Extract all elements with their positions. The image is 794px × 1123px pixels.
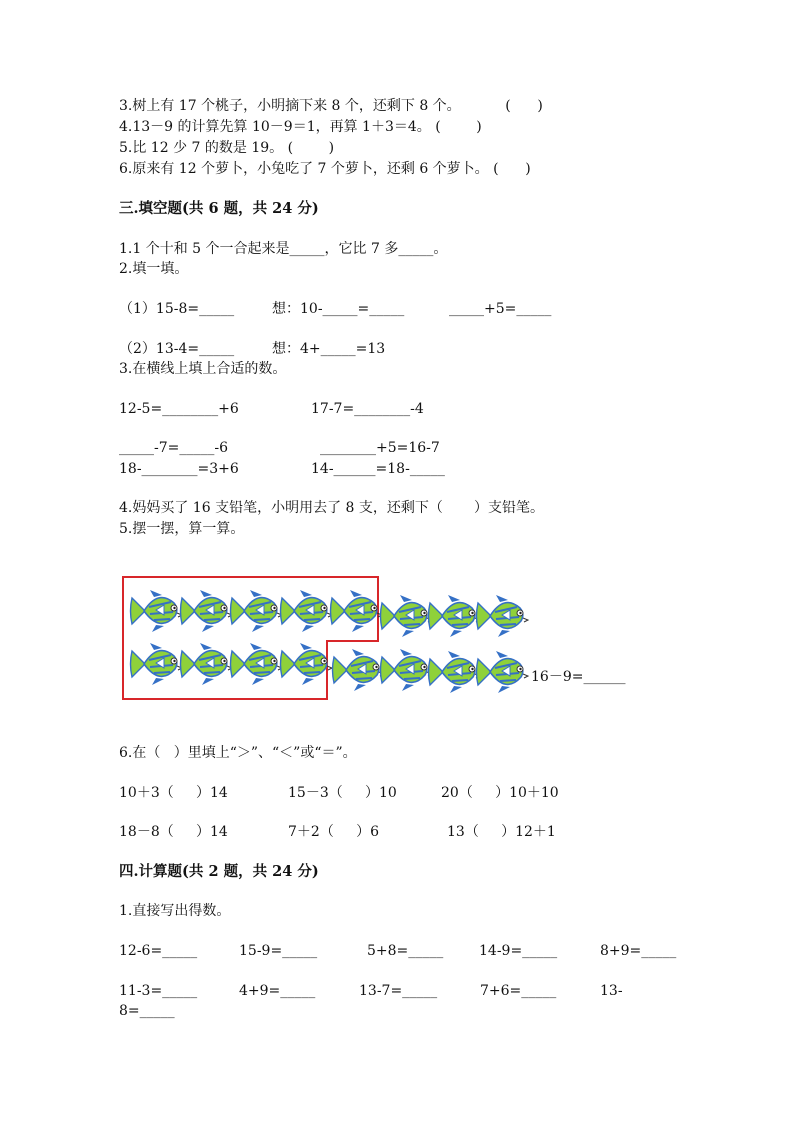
fill-q6-r1-c3: 20（ ）10＋10 [441, 785, 559, 801]
fill-q6-title: 6.在（ ）里填上“＞”、“＜”或“＝”。 [119, 745, 357, 761]
fish-icon [477, 595, 529, 637]
calc-r1-c3: 5+8=_____ [367, 943, 444, 959]
fill-q6-r1-c2: 15－3（ ）10 [288, 785, 397, 801]
fish-icon [333, 649, 385, 691]
calc-r3-c1: 8=_____ [119, 1003, 175, 1019]
fill-q6-r2-c1: 18－8（ ）14 [119, 824, 228, 840]
fish-icon [131, 643, 183, 685]
calc-r2-c3: 13-7=_____ [359, 983, 438, 999]
fish-icon [281, 590, 333, 632]
fill-q6-r2-c2: 7＋2（ ）6 [288, 824, 379, 840]
fill-q2-r2-c1: （2）13-4=_____ [119, 341, 235, 357]
fish-equation: 16－9=______ [531, 669, 626, 685]
fish-icon [231, 643, 283, 685]
fill-q6-r1-c1: 10＋3（ ）14 [119, 785, 228, 801]
fish-icon [181, 643, 233, 685]
calc-q1-title: 1.直接写出得数。 [119, 903, 231, 919]
fish-icon [429, 651, 481, 693]
fish-icon [381, 595, 433, 637]
fill-q1: 1.1 个十和 5 个一合起来是_____，它比 7 多_____。 [119, 241, 448, 257]
fill-q2-r1-c3: _____+5=_____ [449, 301, 552, 317]
fill-q3-r2-c2: ________+5=16-7 [320, 440, 440, 456]
fill-q4: 4.妈妈买了 16 支铅笔，小明用去了 8 支，还剩下（ ）支铅笔。 [119, 500, 545, 516]
fish-icon [477, 651, 529, 693]
fish-icon [429, 595, 481, 637]
calc-r2-c4: 7+6=_____ [480, 983, 557, 999]
judge-q3: 3.树上有 17 个桃子，小明摘下来 8 个，还剩下 8 个。 ( ) [119, 98, 543, 114]
calc-r2-c2: 4+9=_____ [239, 983, 316, 999]
fish-icon [231, 590, 283, 632]
judge-q6: 6.原来有 12 个萝卜，小兔吃了 7 个萝卜，还剩 6 个萝卜。 ( ) [119, 161, 531, 177]
section-calc-title: 四.计算题(共 2 题，共 24 分) [119, 863, 319, 880]
fish-icon [331, 590, 383, 632]
judge-q4: 4.13－9 的计算先算 10－9＝1，再算 1＋3＝4。 ( ) [119, 119, 482, 135]
fill-q2-r1-c1: （1）15-8=_____ [119, 301, 235, 317]
fish-icon [181, 590, 233, 632]
fill-q3-r3-c2: 14-______=18-_____ [311, 461, 445, 477]
calc-r1-c5: 8+9=_____ [600, 943, 677, 959]
calc-r2-c5: 13- [600, 983, 623, 999]
calc-r1-c4: 14-9=_____ [479, 943, 558, 959]
calc-r1-c2: 15-9=_____ [239, 943, 318, 959]
fill-q2-r2-c2: 想：4+_____=13 [272, 341, 386, 357]
fill-q2-r1-c2: 想：10-_____=_____ [272, 301, 405, 317]
fill-q3-r2-c1: _____-7=_____-6 [119, 440, 229, 456]
calc-r1-c1: 12-6=_____ [119, 943, 198, 959]
judge-q5: 5.比 12 少 7 的数是 19。 ( ) [119, 140, 335, 156]
fish-icon [281, 643, 333, 685]
fill-q5: 5.摆一摆，算一算。 [119, 521, 245, 537]
fish-icon [131, 590, 183, 632]
fill-q2-title: 2.填一填。 [119, 261, 189, 277]
fill-q6-r2-c3: 13（ ）12＋1 [447, 824, 556, 840]
fill-q3-r3-c1: 18-________=3+6 [119, 461, 239, 477]
fish-icon [381, 649, 433, 691]
fill-q3-r1-c1: 12-5=________+6 [119, 401, 239, 417]
calc-r2-c1: 11-3=_____ [119, 983, 198, 999]
fill-q3-r1-c2: 17-7=________-4 [311, 401, 424, 417]
section-fill-title: 三.填空题(共 6 题，共 24 分) [119, 200, 319, 217]
fish-picture [122, 574, 532, 704]
fill-q3-title: 3.在横线上填上合适的数。 [119, 361, 287, 377]
